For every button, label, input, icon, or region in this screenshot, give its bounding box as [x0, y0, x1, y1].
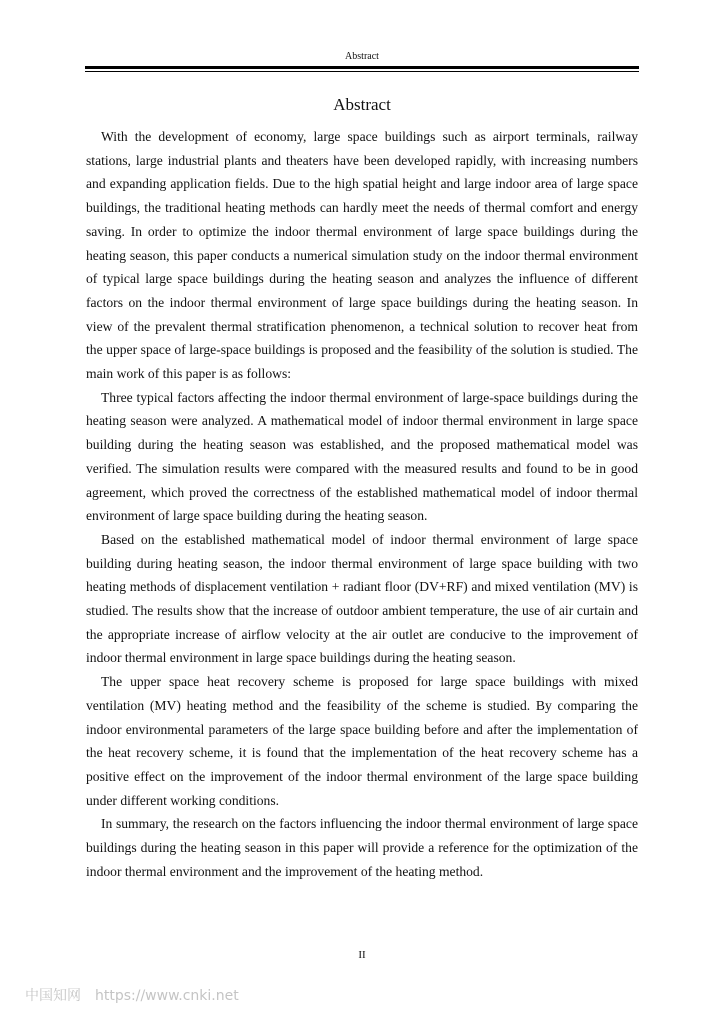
abstract-body — [86, 125, 638, 884]
watermark-url: https://www.cnki.net — [95, 988, 239, 1004]
header-rule-thin — [85, 71, 639, 72]
paragraph: Three typical factors affecting the indoor thermal environment of large-space buildings during the heating season were analyzed. A mathematical model of indoor thermal environment in large space building during the heating season was established, and the proposed mathematical model was verified. The simulation results were compared with the measured results and found to be in good agreement, which proved the correctness of the established mathematical model of indoor thermal environment of large space building during the heating season. — [86, 389, 638, 524]
header-rule-thick — [85, 66, 639, 69]
paragraph: In summary, the research on the factors influencing the indoor thermal environment of large space buildings during the heating season in this paper will provide a reference for the optimization of the indoor thermal environment and the improvement of the heating method. — [86, 816, 638, 879]
page-title: Abstract — [333, 95, 391, 114]
paragraph: Based on the established mathematical model of indoor thermal environment of large space building during heating season, the indoor thermal environment of large space building with two heating methods of displacement ventilation + radiant floor (DV+RF) and mixed ventilation (MV) is studied. The results show that the increase of outdoor ambient temperature, the use of air curtain and the appropriate increase of airflow velocity at the air outlet are conducive to the improvement of indoor thermal environment in large space buildings during the heating season. — [86, 531, 638, 666]
cnki-watermark — [25, 985, 239, 1005]
watermark-site-name: 中国知网 — [25, 988, 81, 1004]
running-header: Abstract — [345, 51, 379, 62]
page-number: II — [358, 949, 366, 961]
paragraph: With the development of economy, large space buildings such as airport terminals, railway stations, large industrial plants and theaters have been developed rapidly, with increasing numbers and expanding application fields. Due to the high spatial height and large indoor area of large space buildings, the traditional heating methods can hardly meet the needs of thermal comfort and energy saving. In order to optimize the indoor thermal environment of large space buildings during the heating season, this paper conducts a numerical simulation study on the indoor thermal environment of typical large space buildings during the heating season and analyzes the influence of different factors on the indoor thermal environment of large space buildings during the heating season. In view of the prevalent thermal stratification phenomenon, a technical solution to recover heat from the upper space of large-space buildings is proposed and the feasibility of the solution is studied. The main work of this paper is as follows: — [86, 129, 638, 382]
paragraph: The upper space heat recovery scheme is proposed for large space buildings with mixed ventilation (MV) heating method and the feasibility of the scheme is studied. By comparing the indoor environmental parameters of the large space building before and after the implementation of the heat recovery scheme, it is found that the implementation of the heat recovery scheme has a positive effect on the improvement of the indoor thermal environment of the large space building under different working conditions. — [86, 674, 638, 808]
